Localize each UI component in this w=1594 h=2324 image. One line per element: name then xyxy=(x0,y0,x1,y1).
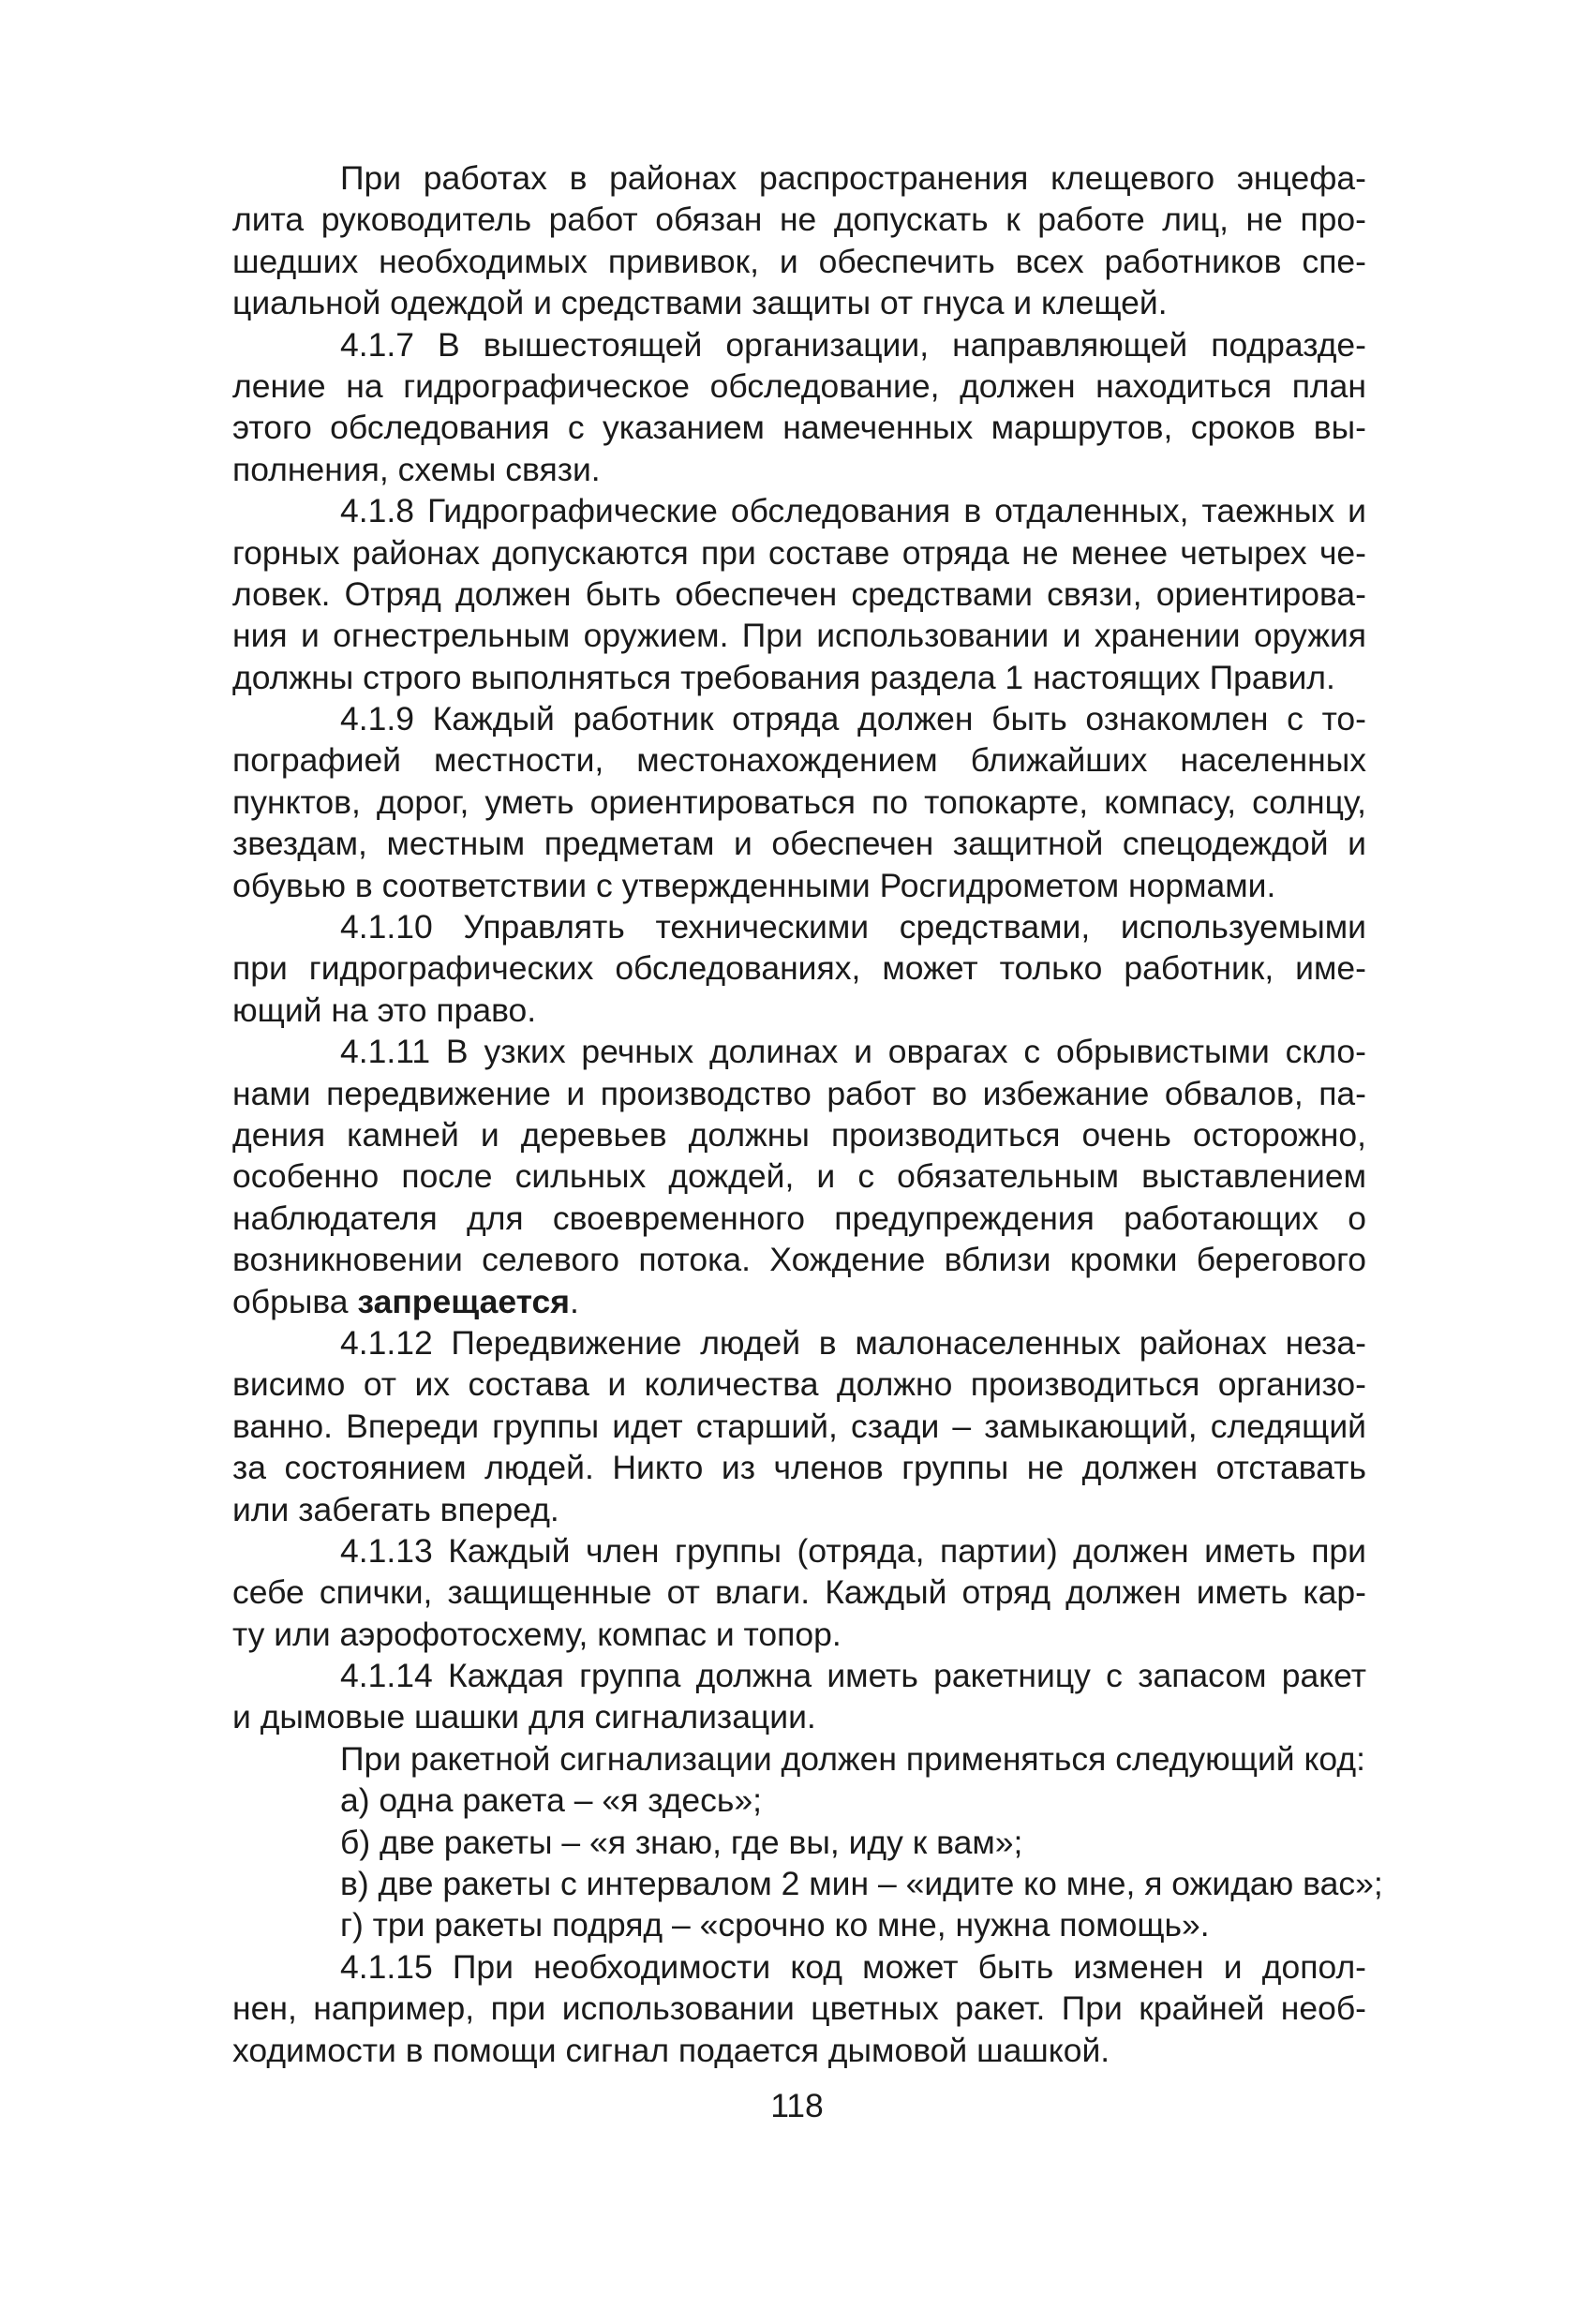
document-page xyxy=(232,157,1383,2071)
text-line xyxy=(232,615,1366,656)
text-line xyxy=(232,1198,1366,1239)
line-text: ющий на это право. xyxy=(232,991,537,1029)
line-text: 4.1.9 Каждый работник отряда должен быть ознакомлен с то- xyxy=(340,700,1366,738)
text-line xyxy=(232,1114,1366,1155)
line-text: ходимости в помощи сигнал подается дымовой шашкой. xyxy=(232,2031,1110,2069)
line-text: или забегать вперед. xyxy=(232,1490,559,1528)
text-line xyxy=(232,1946,1366,1988)
line-text: дения камней и деревьев должны производиться очень осторожно, xyxy=(232,1115,1366,1154)
line-text: 4.1.11 В узких речных долинах и оврагах с обрывистыми скло- xyxy=(340,1033,1366,1071)
text-line xyxy=(232,532,1366,574)
text-line xyxy=(232,1447,1366,1488)
line-text: этого обследования с указанием намеченных маршрутов, сроков вы- xyxy=(232,409,1366,447)
text-line xyxy=(232,698,1366,739)
line-text: шедших необходимых прививок, и обеспечить всех работников спе- xyxy=(232,242,1366,280)
line-text: ния и огнестрельным оружием. При использовании и хранении оружия xyxy=(232,617,1366,655)
line-text: 4.1.7 В вышестоящей организации, направляющей подразде- xyxy=(340,325,1366,364)
text-line xyxy=(232,990,1366,1031)
text-line xyxy=(232,241,1366,282)
text-line xyxy=(232,1614,1366,1655)
line-text: возникновении селевого потока. Хождение вблизи кромки берегового xyxy=(232,1241,1366,1279)
text-line xyxy=(232,657,1366,698)
text-line xyxy=(232,1239,1366,1280)
text-line xyxy=(232,1322,1366,1363)
line-tail: . xyxy=(569,1282,579,1320)
line-text: ление на гидрографическое обследование, должен находиться план xyxy=(232,366,1366,405)
text-line xyxy=(232,739,1366,781)
line-text: горных районах допускаются при составе отряда не менее четырех че- xyxy=(232,533,1366,572)
line-text: 4.1.10 Управлять техническими средствами, используемыми xyxy=(340,908,1366,946)
text-line xyxy=(232,1489,1366,1530)
line-text: ванно. Впереди группы идет старший, сзади – замыкающий, следящий xyxy=(232,1407,1366,1445)
line-text: и дымовые шашки для сигнализации. xyxy=(232,1698,816,1736)
text-line xyxy=(232,365,1366,407)
text-line xyxy=(232,1863,1383,1904)
text-line xyxy=(232,1031,1366,1072)
text-line xyxy=(232,1696,1366,1737)
text-line xyxy=(232,324,1366,365)
line-text: циальной одеждой и средствами защиты от гнуса и клещей. xyxy=(232,284,1168,322)
text-line xyxy=(232,282,1366,323)
text-line xyxy=(232,1738,1366,1780)
line-text: висимо от их состава и количества должно производиться организо- xyxy=(232,1365,1366,1404)
line-text: наблюдателя для своевременного предупреждения работающих о xyxy=(232,1199,1366,1237)
text-line xyxy=(232,1572,1366,1613)
text-line xyxy=(232,407,1366,448)
text-line xyxy=(232,823,1366,864)
text-line xyxy=(232,906,1366,947)
line-text: обувью в соответствии с утвержденными Росгидрометом нормами. xyxy=(232,866,1276,904)
text-line xyxy=(232,1904,1366,1945)
text-line xyxy=(232,2030,1366,2071)
line-text: лита руководитель работ обязан не допускать к работе лиц, не про- xyxy=(232,201,1366,239)
line-text: а) одна ракета – «я здесь»; xyxy=(340,1781,763,1820)
text-line xyxy=(232,1988,1366,2029)
line-text: При работах в районах распространения клещевого энцефа- xyxy=(340,159,1366,197)
text-line xyxy=(232,199,1366,240)
text-line xyxy=(232,490,1366,531)
line-text: за состоянием людей. Никто из членов группы не должен отставать xyxy=(232,1449,1366,1487)
text-line xyxy=(232,1406,1366,1447)
text-line xyxy=(232,574,1366,615)
line-text: 4.1.8 Гидрографические обследования в отдаленных, таежных и xyxy=(340,492,1366,530)
text-line xyxy=(232,1530,1366,1572)
line-text: в) две ракеты с интервалом 2 мин – «идите ко мне, я ожидаю вас»; xyxy=(340,1865,1383,1903)
line-text: должны строго выполняться требования раздела 1 настоящих Правил. xyxy=(232,658,1335,696)
text-line xyxy=(232,1780,1366,1821)
text-line xyxy=(232,782,1366,823)
text-line xyxy=(232,1363,1366,1405)
line-text: ту или аэрофотосхему, компас и топор. xyxy=(232,1615,842,1653)
line-text: 4.1.14 Каждая группа должна иметь ракетницу с запасом ракет xyxy=(340,1657,1366,1695)
line-text: обрыва xyxy=(232,1282,358,1320)
line-text: нен, например, при использовании цветных ракет. При крайней необ- xyxy=(232,1989,1366,2028)
text-line xyxy=(232,947,1366,989)
line-text: себе спички, защищенные от влаги. Каждый отряд должен иметь кар- xyxy=(232,1573,1366,1612)
text-line xyxy=(232,1655,1366,1696)
text-line xyxy=(232,157,1366,199)
line-text: звездам, местным предметам и обеспечен защитной спецодеждой и xyxy=(232,825,1366,863)
emphasis-text: запрещается xyxy=(357,1282,570,1320)
line-text: г) три ракеты подряд – «срочно ко мне, нужна помощь». xyxy=(340,1906,1210,1944)
line-text: пунктов, дорог, уметь ориентироваться по топокарте, компасу, солнцу, xyxy=(232,782,1366,821)
line-text: полнения, схемы связи. xyxy=(232,450,601,488)
text-line xyxy=(232,1822,1366,1863)
line-text: 4.1.13 Каждый член группы (отряда, партии) должен иметь при xyxy=(340,1531,1366,1570)
line-text: б) две ракеты – «я знаю, где вы, иду к вам»; xyxy=(340,1823,1023,1861)
text-line xyxy=(232,1073,1366,1114)
line-text: При ракетной сигнализации должен применяться следующий код: xyxy=(340,1739,1365,1778)
line-text: ловек. Отряд должен быть обеспечен средствами связи, ориентирова- xyxy=(232,574,1366,613)
line-text: нами передвижение и производство работ во избежание обвалов, па- xyxy=(232,1074,1366,1112)
text-line xyxy=(232,1155,1366,1197)
page-number: 118 xyxy=(770,2087,824,2124)
text-line xyxy=(232,1281,1366,1322)
line-text: при гидрографических обследованиях, может только работник, име- xyxy=(232,949,1366,988)
line-text: 4.1.12 Передвижение людей в малонаселенных районах неза- xyxy=(340,1323,1366,1362)
line-text: пографией местности, местонахождением ближайших населенных xyxy=(232,741,1366,780)
text-line xyxy=(232,865,1366,906)
text-line xyxy=(232,449,1366,490)
line-text: 4.1.15 При необходимости код может быть изменен и допол- xyxy=(340,1947,1366,1986)
line-text: особенно после сильных дождей, и с обязательным выставлением xyxy=(232,1157,1366,1196)
